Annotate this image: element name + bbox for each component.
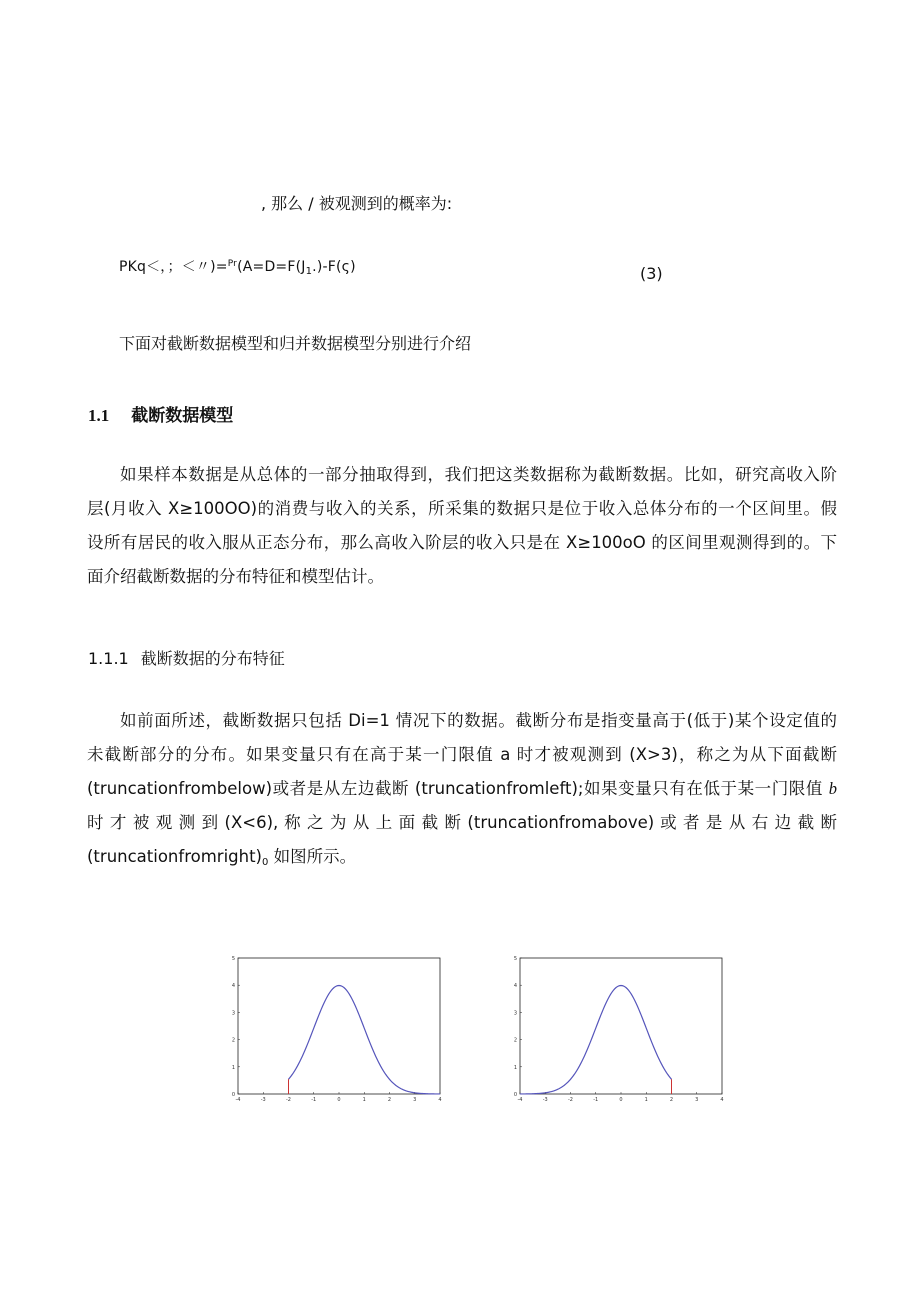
para1-line-2: 层(月收入 X≥100OO)的消费与收入的关系，所采集的数据只是位于收入总体分布的一个区间里。假 [87,499,837,518]
section-title: 截断数据模型 [131,406,234,426]
x-tick-label: -1 [311,1097,317,1103]
x-tick-label: 2 [387,1097,392,1103]
y-tick-label: 3 [513,1010,517,1017]
intro-sentence: 下面对截断数据模型和归并数据模型分别进行介绍 [119,334,472,353]
equation-number: (3) [640,264,663,283]
subsection-title: 截断数据的分布特征 [140,649,285,668]
para2-line-3-text: (truncationfrombelow)或者是从左边截断 (truncationfromleft);如果变量只有在低于某一门限值 [87,779,823,798]
x-tick-label: 3 [413,1097,417,1103]
chart-frame [238,958,440,1094]
x-tick-label: 2 [669,1097,674,1103]
x-tick-label: -2 [286,1097,291,1103]
x-tick-label: -2 [568,1097,573,1103]
x-tick-label: -4 [235,1097,241,1103]
para2-line-5a: (truncationfromright) [87,847,262,866]
y-tick-label: 5 [231,956,235,962]
x-tick-label: 1 [644,1097,648,1103]
chart-left-truncated [228,952,448,1104]
section-heading [88,401,233,426]
chart-left-svg [228,952,448,1104]
paragraph-truncated-data [87,458,837,594]
para2-line-5 [87,840,837,880]
y-tick-label: 0 [231,1092,235,1098]
para2-line-1: 如前面所述，截断数据只包括 Di=1 情况下的数据。截断分布是指变量高于(低于)某个设定值的 [120,711,837,730]
chart-right-truncated [510,952,730,1104]
y-tick-label: 1 [513,1064,517,1071]
para1-line-3: 设所有居民的收入服从正态分布，那么高收入阶层的收入只是在 X≥100oO 的区间里观测得到的。下 [87,533,837,552]
density-curve [520,985,672,1093]
formula-part-c: .)-F(ς) [312,259,356,275]
x-tick-label: 0 [337,1097,341,1103]
x-tick-label: 0 [619,1097,623,1103]
x-tick-label: 4 [438,1097,442,1103]
x-tick-label: -3 [542,1097,548,1103]
para1-line-1: 如果样本数据是从总体的一部分抽取得到，我们把这类数据称为截断数据。比如，研究高收入阶 [120,465,837,484]
y-tick-label: 2 [513,1037,517,1044]
para2-line-5b: 如图所示。 [268,847,357,866]
subsection-heading [88,646,285,669]
x-tick-label: 1 [362,1097,366,1103]
probability-intro-line: , 那么 / 被观测到的概率为: [261,194,453,213]
formula-part-b: (A=D=F(J [237,259,306,275]
x-tick-label: -4 [517,1097,523,1103]
formula-sup: Pr [227,259,238,269]
chart-right-svg [510,952,730,1104]
threshold-b: b [828,779,837,798]
y-tick-label: 1 [231,1064,235,1071]
y-tick-label: 5 [513,956,517,962]
x-tick-label: -3 [260,1097,266,1103]
y-tick-label: 2 [231,1037,235,1044]
subsection-number: 1.1.1 [88,649,129,668]
density-curve [289,985,441,1093]
para1-line-4: 面介绍截断数据的分布特征和模型估计。 [87,567,384,586]
y-tick-label: 0 [513,1092,517,1098]
para2-line-5-sub: 0 [262,857,269,868]
paragraph-distribution [87,704,837,880]
x-tick-label: -1 [593,1097,599,1103]
y-tick-label: 4 [513,983,517,990]
chart-frame [520,958,722,1094]
section-number: 1.1 [88,406,110,425]
formula-part-a: PKq＜，；＜〃)= [119,259,228,275]
y-tick-label: 4 [231,983,235,990]
x-tick-label: 4 [720,1097,724,1103]
para2-line-4: 时 才 被 观 测 到 (X<6), 称 之 为 从 上 面 截 断 (truncationfromabove) 或 者 是 从 右 边 截 断 [87,813,837,832]
formula-sub: 1 [305,266,313,277]
para2-line-3 [87,772,837,806]
formula-3 [119,256,356,277]
para2-line-2: 未截断部分的分布。如果变量只有在高于某一门限值 a 时才被观测到 (X>3)，称之为从下面截断 [87,745,837,764]
x-tick-label: 3 [695,1097,699,1103]
y-tick-label: 3 [231,1010,235,1017]
